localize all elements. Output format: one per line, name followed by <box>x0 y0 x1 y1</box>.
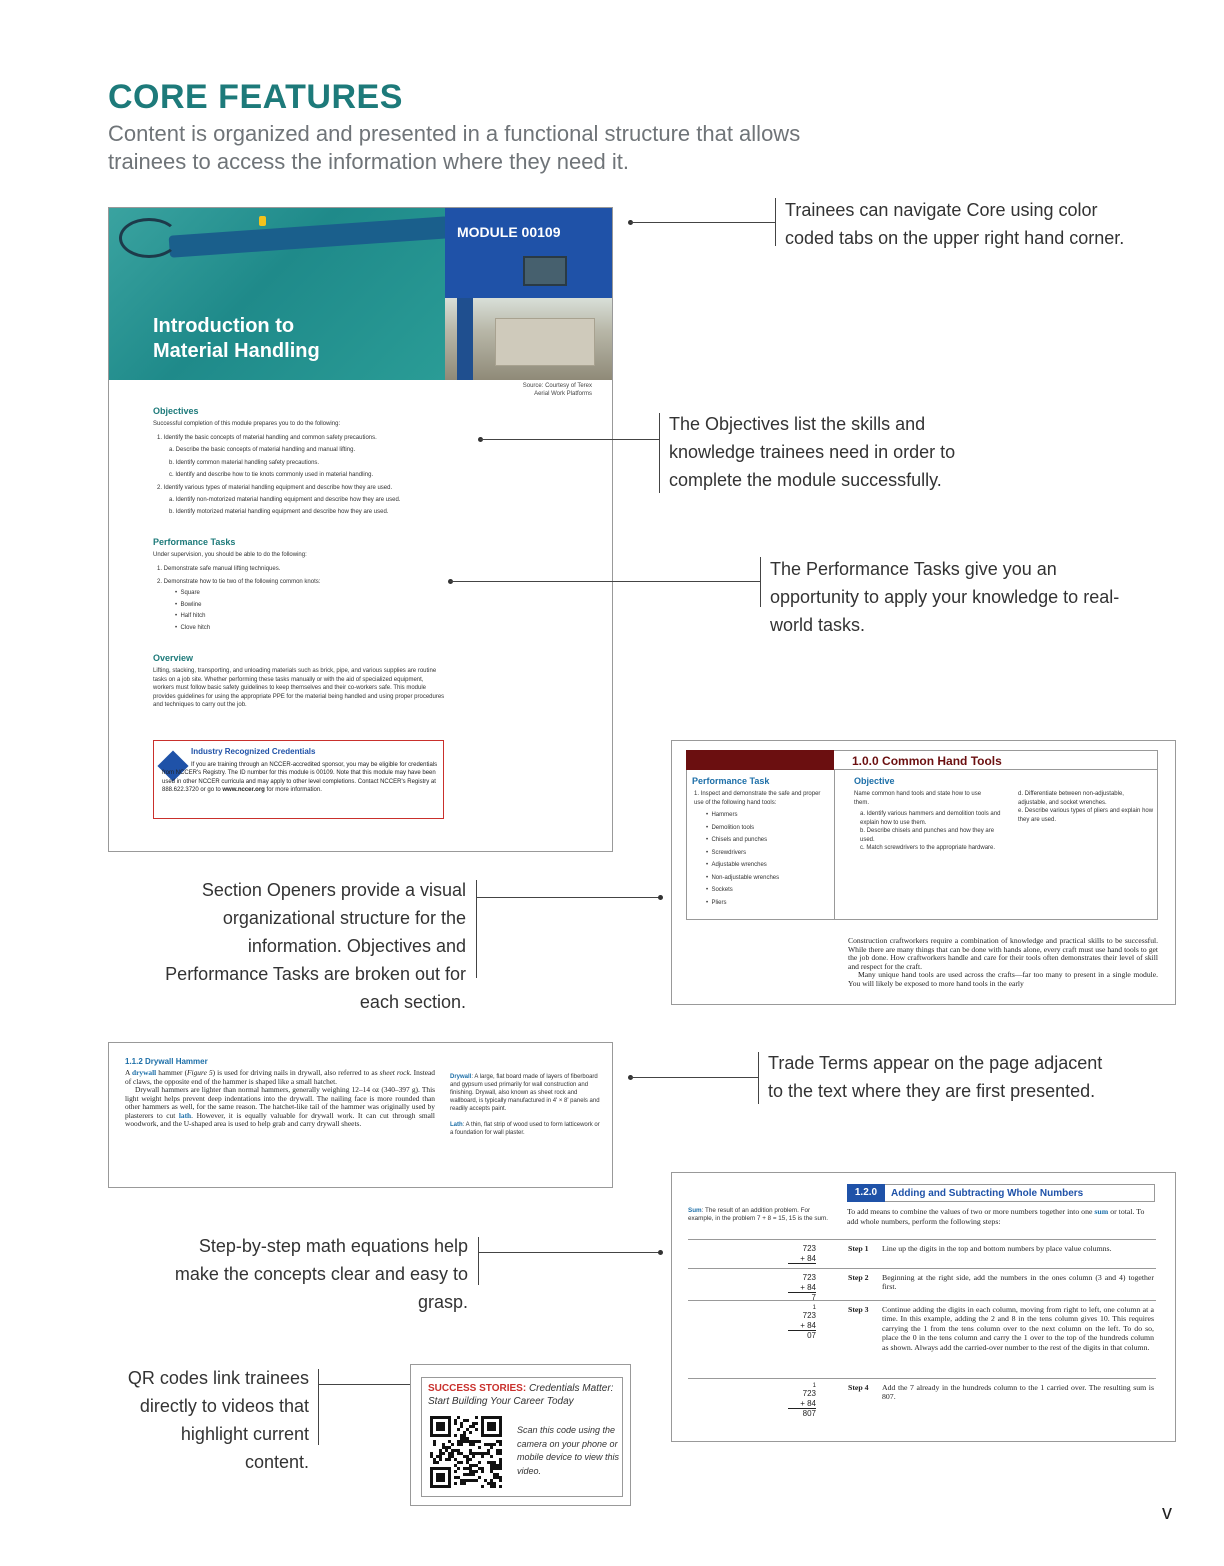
objective-list-b <box>1018 790 1154 824</box>
overview-text: Lifting, stacking, transporting, and unloading materials such as brick, pipe, and various supplies are routine tasks on a job site. Whether performing these tasks manually or with the aid of specialized equipment, workers must follow basic safety guidelines to keep themselves and their co-workers safe. This module provides guidelines for using the appropriate PPE for the material being handled and using proper procedures and techniques to carry out the job. <box>153 668 445 708</box>
performance-item: 2. Demonstrate how to tie two of the following common knots: <box>157 578 321 585</box>
knot-item: • Bowline <box>175 601 202 608</box>
callout-line <box>318 1384 418 1385</box>
tool-item: • Screwdrivers <box>706 849 747 856</box>
callout-terms: Trade Terms appear on the page adjacent to the text where they are first presented. <box>768 1053 1103 1101</box>
callout-line <box>450 581 760 582</box>
overview-section <box>153 653 445 710</box>
objective-item: e. Describe various types of pliers and explain how they are used. <box>1018 808 1154 823</box>
knot-list <box>153 588 453 634</box>
objective-item: d. Differentiate between non-adjustable, adjustable, and socket wrenches. <box>1018 791 1124 806</box>
callout-dot <box>658 1250 663 1255</box>
tool-item: • Adjustable wrenches <box>706 862 767 868</box>
photo-source: Source: Courtesy of Terex Aerial Work Platforms <box>522 383 592 397</box>
objective-item: b. Identify common material handling safety precautions. <box>169 459 320 466</box>
callout-bar <box>659 413 660 493</box>
callout-sections: Section Openers provide a visual organizational structure for the information. Objectives and Performance Tasks are broken out for each section. <box>165 880 466 1012</box>
objective-item: a. Identify non-motorized material handling equipment and describe how they are used. <box>169 497 401 504</box>
callout-bar <box>318 1369 319 1445</box>
knot-item: • Clove hitch <box>175 624 211 631</box>
objectives-section <box>153 406 453 519</box>
objective-item: b. Describe chisels and punches and how they are used. <box>860 828 995 843</box>
tool-item: • Chisels and punches <box>706 837 768 843</box>
callout-line <box>630 1077 758 1078</box>
credentials-heading: Industry Recognized Credentials <box>191 747 316 756</box>
math-heading-box <box>885 1184 1155 1202</box>
knot-item: • Square <box>175 590 200 596</box>
trade-term[interactable]: lath <box>178 1110 192 1120</box>
overview-heading: Overview <box>153 653 194 663</box>
math-number-tab: 1.2.0 <box>847 1184 885 1202</box>
performance-section <box>153 537 453 634</box>
math-step-row <box>688 1378 1156 1430</box>
qr-title: SUCCESS STORIES: Credentials Matter: Start Building Your Career Today <box>428 1383 614 1407</box>
performance-heading: Performance Tasks <box>153 537 236 547</box>
carry: 1 <box>812 1383 816 1389</box>
equation-top: 723 <box>802 1389 816 1398</box>
equation-top: 723 <box>802 1273 816 1282</box>
equation-result: 07 <box>807 1331 816 1340</box>
module-tab-label: MODULE 00109 <box>457 224 561 240</box>
callout-math: Step-by-step math equations help make the concepts clear and easy to grasp. <box>174 1236 468 1312</box>
callout-bar <box>758 1052 759 1104</box>
callout-line <box>478 1252 660 1253</box>
objective-list-a <box>854 810 1002 853</box>
tool-item: • Pliers <box>706 899 727 906</box>
construction-photo <box>445 298 613 380</box>
callout-bar <box>760 557 761 607</box>
page-title: CORE FEATURES <box>108 78 403 116</box>
section-heading-box <box>834 750 1158 770</box>
callout-bar <box>476 880 477 978</box>
objectives-list <box>153 432 453 519</box>
module-opener-card <box>108 207 613 852</box>
carry: 1 <box>812 1305 816 1311</box>
callout-line <box>630 222 775 223</box>
callout-line <box>480 439 659 440</box>
objective-item: a. Identify various hammers and demolition tools and explain how to use them. <box>860 811 1001 826</box>
performance-task-text: 1. Inspect and demonstrate the safe and proper use of the following hand tools: <box>694 791 821 806</box>
objective-item: b. Identify motorized material handling equipment and describe how they are used. <box>169 509 389 516</box>
objective-col <box>854 776 1154 851</box>
performance-task-col <box>692 776 830 909</box>
module-title-line2: Material Handling <box>153 340 320 362</box>
math-step-row <box>688 1268 1156 1300</box>
qr-card <box>410 1364 631 1506</box>
success-stories-label: SUCCESS STORIES: <box>428 1383 527 1394</box>
page-subtitle: Content is organized and presented in a functional structure that allows trainees to access the information where they need it. <box>108 121 801 174</box>
term-definition: Drywall: A large, flat board made of layers of fiberboard and gypsum used primarily for wall construction and finishing. Drywall, also known as sheet rock and wallboard, is typically manufactured in 4' × 8' panels and readily accepts paint. <box>450 1074 600 1112</box>
math-step-row <box>688 1239 1156 1268</box>
math-equation <box>788 1383 816 1419</box>
building-graphic <box>495 318 595 366</box>
performance-list <box>153 563 453 634</box>
equation-result: 807 <box>802 1409 816 1418</box>
step-label: Step 3 <box>848 1305 869 1314</box>
step-label: Step 4 <box>848 1383 869 1392</box>
trade-term[interactable]: drywall <box>132 1068 157 1077</box>
callout-performance: The Performance Tasks give you an opportunity to apply your knowledge to real-world tasks. <box>770 559 1120 635</box>
math-heading: Adding and Subtracting Whole Numbers <box>891 1188 1084 1199</box>
step-label: Step 1 <box>848 1244 869 1253</box>
module-tab <box>445 208 613 298</box>
boom-arm-graphic <box>169 216 450 257</box>
trade-terms-sidebar <box>450 1073 600 1137</box>
nccer-link[interactable]: www.nccer.org <box>222 786 265 793</box>
body-paragraph: Drywall hammers are lighter than normal hammers, generally weighing 12–14 oz (340–397 g). This light weight helps prevent deep indentations into the drywall. The nailing face is more rounded than other hammers as well, for the same reason. The hatchet-like tail of the hammer was originally used by plasterers to cut lath. However, it is equally valuable for drywall work. It can cut through small woodwork, and the U-shaped area is used to help grab and carry drywall sheets. <box>125 1085 435 1129</box>
math-card <box>671 1172 1176 1442</box>
performance-task-heading: Performance Task <box>692 776 770 786</box>
tool-item: • Hammers <box>706 812 738 818</box>
module-title <box>153 314 320 364</box>
qr-code-icon[interactable] <box>430 1416 502 1488</box>
objectives-heading: Objectives <box>153 406 199 416</box>
objective-item: 2. Identify various types of material handling equipment and describe how they are used. <box>157 484 393 491</box>
equation-bottom: + 84 <box>788 1283 816 1294</box>
objective-item: c. Identify and describe how to tie knots commonly used in material handling. <box>169 472 374 479</box>
step-text: Beginning at the right side, add the numbers in the ones column (3 and 4) together first. <box>882 1273 1154 1292</box>
sum-definition: Sum: The result of an addition problem. For example, in the problem 7 + 8 = 15, 15 is the sum. <box>688 1207 829 1223</box>
objective-item: c. Match screwdrivers to the appropriate hardware. <box>860 845 996 851</box>
callout-bar <box>775 198 776 246</box>
knot-item: • Half hitch <box>175 613 206 619</box>
objective-heading: Objective <box>854 776 895 786</box>
tool-item: • Sockets <box>706 887 733 893</box>
module-banner-image <box>109 208 445 380</box>
beacon-graphic <box>259 216 266 226</box>
lift-mast-graphic <box>457 298 473 380</box>
equation-bottom: + 84 <box>788 1254 816 1265</box>
table-divider <box>834 770 835 920</box>
step-text: Continue adding the digits in each column, moving from right to left, one column at a time. In this example, adding the 2 and 8 in the tens column gives 10. This requires carrying the 1 from the tens column over to the next column on the left. To do so, place the 0 in the tens column and carry the 1 over to the top of the hundreds column as shown. Always add the carried-over number to the rest of the digits in that column. <box>882 1305 1154 1352</box>
equation-bottom: + 84 <box>788 1399 816 1410</box>
callout-bar <box>478 1237 479 1285</box>
objective-text: Name common hand tools and state how to use them. <box>854 791 982 806</box>
tool-list <box>692 809 830 909</box>
equation-bottom: + 84 <box>788 1321 816 1332</box>
objectives-intro: Successful completion of this module prepares you to do the following: <box>153 421 341 427</box>
step-label: Step 2 <box>848 1273 869 1282</box>
subsection-heading: 1.1.2 Drywall Hammer <box>125 1057 208 1066</box>
trade-terms-card <box>108 1042 613 1188</box>
equation-result: 7 <box>811 1293 816 1302</box>
equation-top: 723 <box>802 1311 816 1320</box>
term-definition: Lath: A thin, flat strip of wood used to form latticework or a foundation for wall plaster. <box>450 1122 600 1136</box>
performance-item: 1. Demonstrate safe manual lifting techniques. <box>157 566 281 572</box>
objective-item: 1. Identify the basic concepts of material handling and common safety precautions. <box>157 435 377 441</box>
subsection-body <box>125 1069 435 1129</box>
tool-item: • Non-adjustable wrenches <box>706 874 780 881</box>
page-number: v <box>1162 1502 1172 1524</box>
section-task-table <box>686 770 1158 920</box>
performance-intro: Under supervision, you should be able to do the following: <box>153 552 307 558</box>
callout-objectives: The Objectives list the skills and knowledge trainees need in order to complete the module successfully. <box>669 414 956 490</box>
credentials-box <box>153 740 444 819</box>
section-heading: 1.0.0 Common Hand Tools <box>852 754 1002 768</box>
callout-qr: QR codes link trainees directly to videos that highlight current content. <box>127 1368 309 1472</box>
module-title-line1: Introduction to <box>153 315 295 337</box>
section-body-text: Construction craftworkers require a combination of knowledge and practical skills to be successful. While there are many things that can be done with hands alone, every craft must use hand tools to get the job done. How craftworkers handle and care for their tools often demonstrates their level of skill and respect for the craft. Many unique hand tools are used across the crafts—far too many to present in a single module. You will likely be exposed to more hand tools in the early <box>848 936 1158 988</box>
section-opener-card <box>671 740 1176 1005</box>
qr-inner-box <box>421 1377 623 1497</box>
objective-item: a. Describe the basic concepts of material handling and manual lifting. <box>169 447 356 454</box>
math-step-row <box>688 1300 1156 1378</box>
callout-line <box>476 897 660 898</box>
math-equation <box>788 1305 816 1341</box>
math-steps <box>688 1239 1156 1430</box>
hose-graphic <box>119 218 179 258</box>
body-paragraph: A drywall hammer (Figure 5) is used for driving nails in drywall, also referred to as sheet rock. Instead of claws, the opposite end of the hammer is shaped like a small hatchet. <box>125 1068 436 1086</box>
step-text: Line up the digits in the top and bottom numbers by place value columns. <box>882 1244 1112 1253</box>
equation-top: 723 <box>802 1244 816 1253</box>
math-equation <box>788 1273 816 1303</box>
callout-tabs: Trainees can navigate Core using color coded tabs on the upper right hand corner. <box>785 200 1125 248</box>
math-equation <box>788 1244 816 1264</box>
math-intro: To add means to combine the values of two or more numbers together into one sum or total. To add whole numbers, perform the following steps: <box>847 1207 1145 1226</box>
callout-dot <box>658 895 663 900</box>
qr-caption: Scan this code using the camera on your phone or mobile device to view this video. <box>517 1425 620 1476</box>
section-color-tab <box>686 750 834 770</box>
credentials-text: If you are training through an NCCER-accredited sponsor, you may be eligible for credentials from NCCER's Registry. The ID number for this module is 00109. Note that this module may have been used in other NCCER curricula and may apply to other level completions. Contact NCCER's Registry at 888.622.3720 or go to www.nccer.org for more information. <box>162 762 438 793</box>
step-text: Add the 7 already in the hundreds column to the 1 carried over. The resulting sum is 807. <box>882 1383 1154 1402</box>
lift-basket-graphic <box>523 256 567 286</box>
tool-item: • Demolition tools <box>706 824 755 831</box>
